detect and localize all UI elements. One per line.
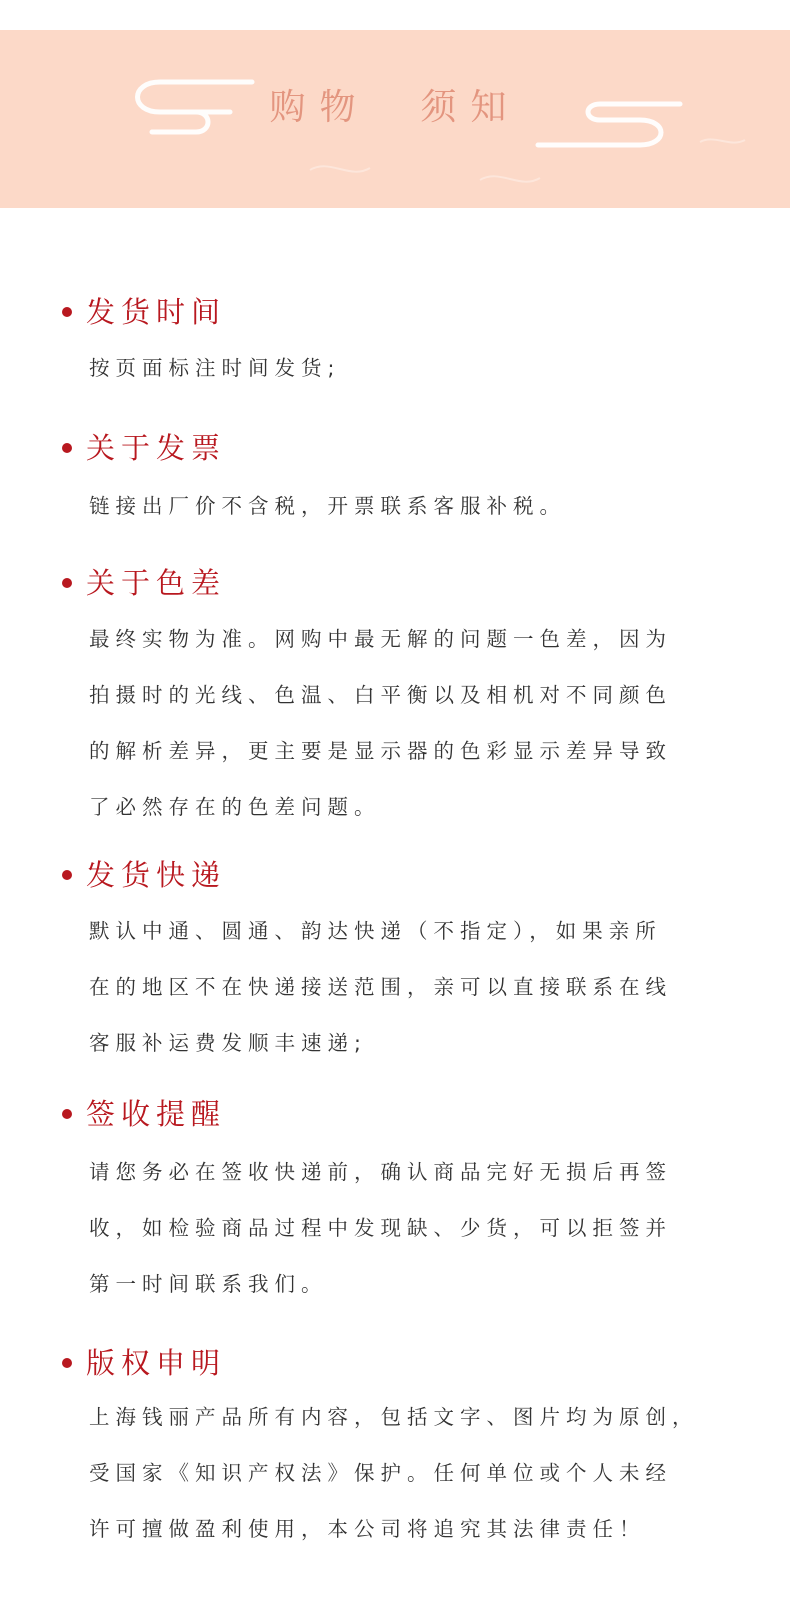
section-header [0,855,790,895]
body-line: 收，如检验商品过程中发现缺、少货，可以拒签并 [89,1216,672,1240]
section-express-delivery [0,855,790,1071]
body-line: 在的地区不在快递接送范围，亲可以直接联系在线 [89,975,672,999]
section-delivery-reminder [0,1094,790,1312]
body-line: 拍摄时的光线、色温、白平衡以及相机对不同颜色 [89,683,672,707]
body-line: 按页面标注时间发货; [89,356,341,380]
section-body [89,903,739,1071]
section-shipping-time [0,292,790,396]
banner-title: 购物 须知 [269,87,521,128]
body-line: 了必然存在的色差问题。 [89,795,381,819]
section-copyright [0,1343,790,1557]
body-line: 客服补运费发顺丰速递; [89,1031,367,1055]
section-header [0,563,790,603]
section-title: 发货时间 [86,295,227,329]
body-line: 受国家《知识产权法》保护。任何单位或个人未经 [89,1461,672,1485]
section-body [89,478,739,534]
section-body [89,340,739,396]
section-body [89,1144,739,1312]
section-header [0,292,790,332]
body-line: 链接出厂价不含税，开票联系客服补税。 [89,494,566,518]
header-banner [0,30,790,208]
section-header [0,428,790,468]
bullet-dot-icon [62,578,72,588]
section-body [89,611,739,835]
section-header [0,1343,790,1383]
body-line: 默认中通、圆通、韵达快递（不指定），如果亲所 [89,919,662,943]
body-line: 请您务必在签收快递前，确认商品完好无损后再签 [89,1160,672,1184]
body-line: 上海钱丽产品所有内容，包括文字、图片均为原创， [89,1405,699,1429]
section-title: 关于发票 [86,431,227,465]
section-body [89,1389,739,1557]
section-title: 签收提醒 [86,1097,227,1131]
section-color-difference [0,563,790,835]
section-invoice [0,428,790,534]
bullet-dot-icon [62,870,72,880]
body-line: 最终实物为准。网购中最无解的问题一色差，因为 [89,627,672,651]
body-line: 许可擅做盈利使用，本公司将追究其法律责任！ [89,1517,646,1541]
body-line: 第一时间联系我们。 [89,1272,328,1296]
bullet-dot-icon [62,1358,72,1368]
section-header [0,1094,790,1134]
section-title: 发货快递 [86,858,227,892]
bullet-dot-icon [62,307,72,317]
section-title: 关于色差 [86,566,227,600]
bullet-dot-icon [62,1109,72,1119]
body-line: 的解析差异，更主要是显示器的色彩显示差异导致 [89,739,672,763]
section-title: 版权申明 [86,1346,227,1380]
bullet-dot-icon [62,443,72,453]
